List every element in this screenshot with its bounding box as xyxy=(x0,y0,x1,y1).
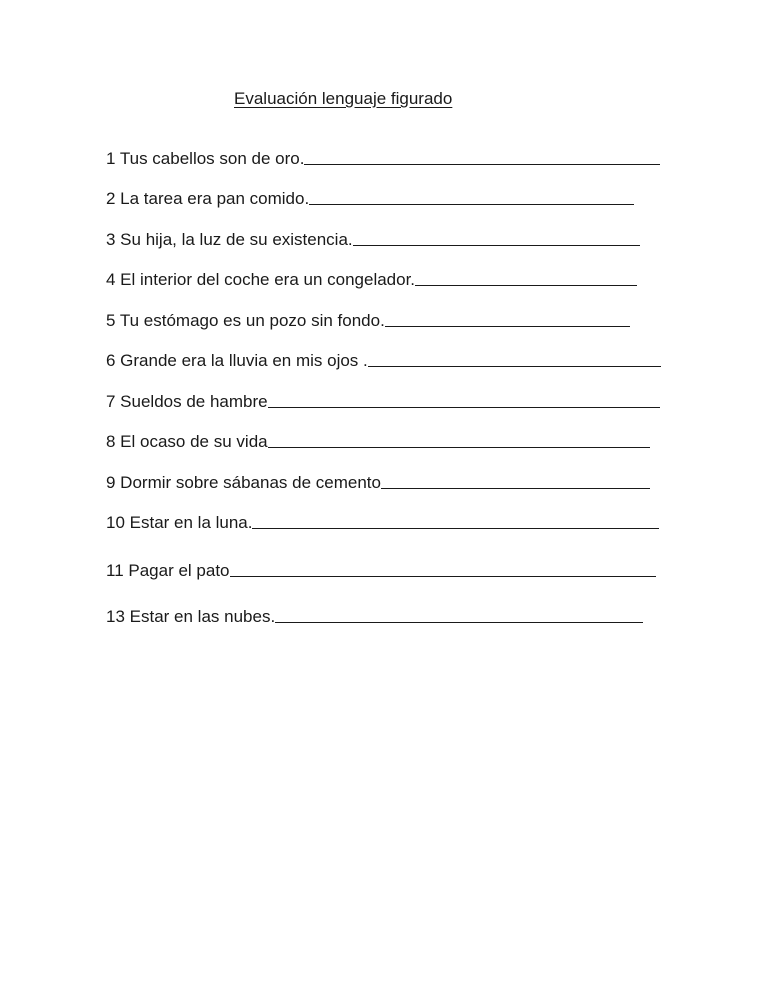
question-text: 5 Tu estómago es un pozo sin fondo. xyxy=(106,311,385,330)
question-text: 13 Estar en las nubes. xyxy=(106,607,276,626)
answer-line xyxy=(415,284,637,286)
question-7 xyxy=(106,391,660,413)
question-10 xyxy=(106,512,659,534)
question-4 xyxy=(106,269,637,291)
answer-line xyxy=(385,325,630,327)
question-13 xyxy=(106,606,643,628)
answer-line xyxy=(304,163,660,165)
answer-line xyxy=(268,406,660,408)
question-2 xyxy=(106,188,634,210)
question-5 xyxy=(106,310,630,332)
question-text: 2 La tarea era pan comido. xyxy=(106,189,310,208)
question-text: 9 Dormir sobre sábanas de cemento xyxy=(106,473,381,492)
answer-line xyxy=(268,446,650,448)
question-9 xyxy=(106,472,650,494)
answer-line xyxy=(230,575,657,577)
question-text: 8 El ocaso de su vida xyxy=(106,432,268,451)
answer-line xyxy=(353,244,640,246)
question-text: 11 Pagar el pato xyxy=(106,561,230,580)
worksheet-title: Evaluación lenguaje figurado xyxy=(234,89,453,108)
question-1 xyxy=(106,148,660,170)
question-text: 10 Estar en la luna. xyxy=(106,513,253,532)
answer-line xyxy=(252,527,659,529)
question-3 xyxy=(106,229,640,251)
question-text: 6 Grande era la lluvia en mis ojos . xyxy=(106,351,368,370)
answer-line xyxy=(368,365,661,367)
question-text: 7 Sueldos de hambre xyxy=(106,392,268,411)
question-text: 4 El interior del coche era un congelador. xyxy=(106,270,416,289)
question-11 xyxy=(106,560,656,582)
answer-line xyxy=(275,621,643,623)
question-text: 1 Tus cabellos son de oro. xyxy=(106,149,305,168)
answer-line xyxy=(381,487,650,489)
question-text: 3 Su hija, la luz de su existencia. xyxy=(106,230,353,249)
question-6 xyxy=(106,350,661,372)
answer-line xyxy=(309,203,634,205)
question-8 xyxy=(106,431,650,453)
